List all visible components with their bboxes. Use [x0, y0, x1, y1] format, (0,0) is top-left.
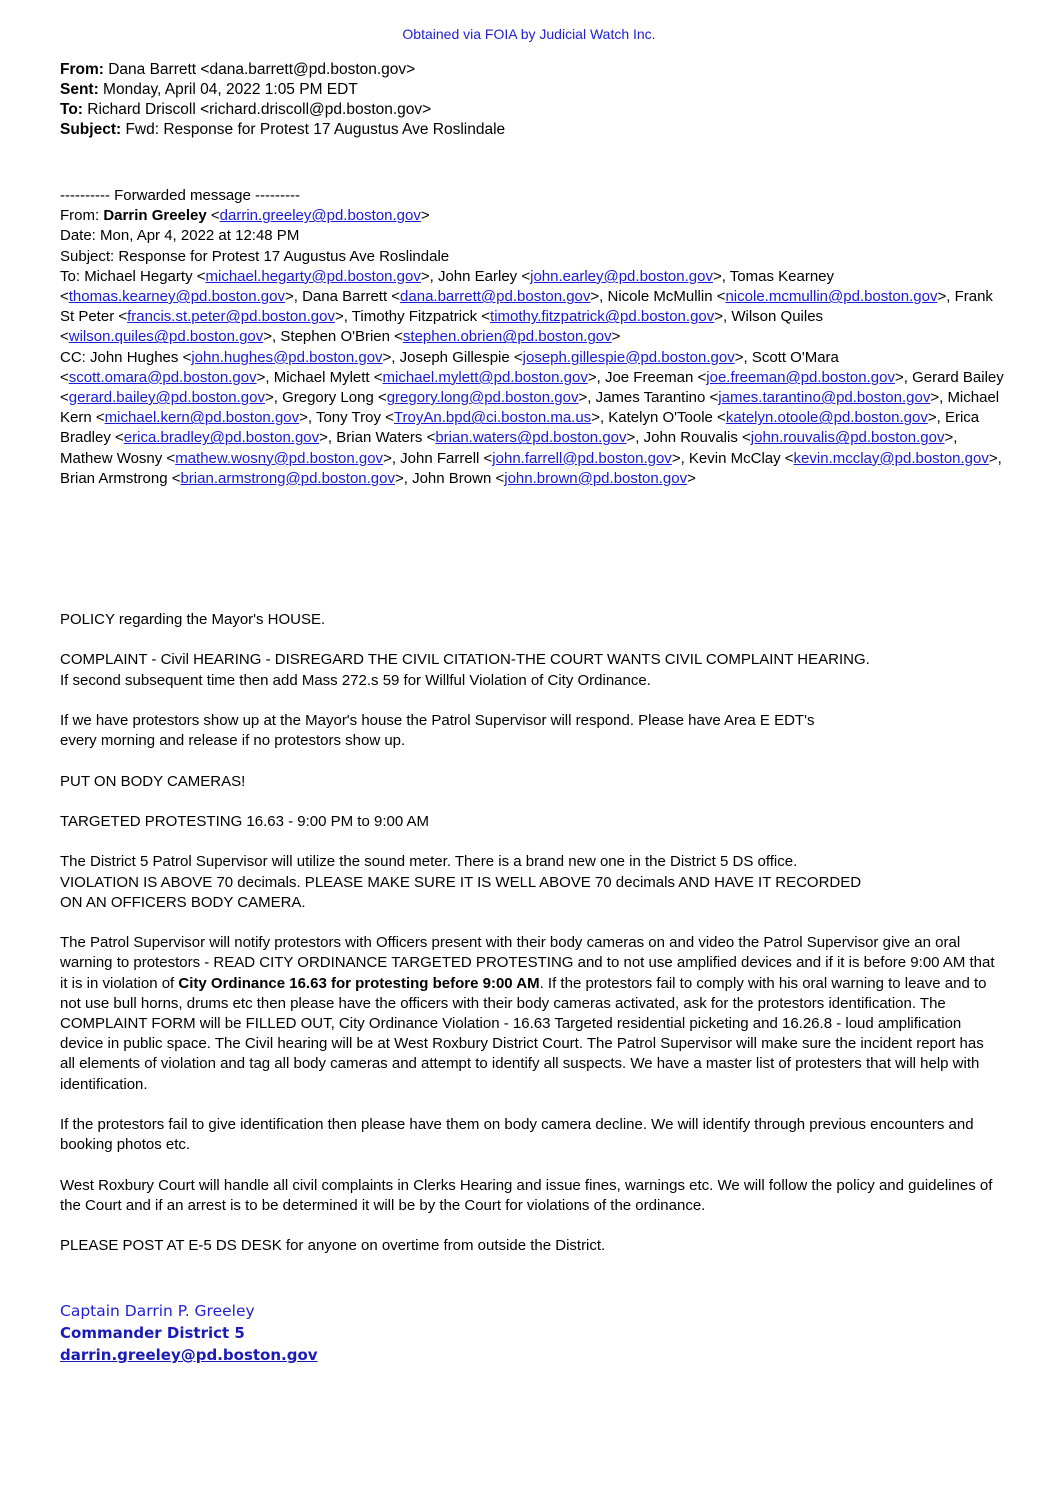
to-recipient-email-link[interactable]: francis.st.peter@pd.boston.gov — [127, 308, 335, 326]
cc-recipient-email-link[interactable]: brian.waters@pd.boston.gov — [435, 429, 627, 447]
cc-recipient-email-link[interactable]: james.tarantino@pd.boston.gov — [718, 389, 931, 407]
cc-recipient-email-link[interactable]: kevin.mcclay@pd.boston.gov — [793, 449, 989, 467]
signature-name: Captain Darrin P. Greeley — [60, 1302, 255, 1320]
to-recipient-email-link[interactable]: dana.barrett@pd.boston.gov — [400, 288, 591, 306]
header-sent: Sent: Monday, April 04, 2022 1:05 PM EDT — [60, 81, 358, 98]
header-to: To: Richard Driscoll <richard.driscoll@pd.boston.gov> — [60, 101, 432, 118]
cc-recipient-email-link[interactable]: john.brown@pd.boston.gov — [504, 469, 688, 487]
forward-date: Date: Mon, Apr 4, 2022 at 12:48 PM — [60, 227, 300, 245]
foia-banner: Obtained via FOIA by Judicial Watch Inc. — [402, 26, 656, 42]
forward-to-list: To: Michael Hegarty <michael.hegarty@pd.boston.gov>, John Earley <john.earley@pd.boston.gov>, Tomas Kearney <thomas.kearney@pd.boston.gov>, Dana Barrett <dana.barrett@pd.boston.gov>, Nicole McMullin <nicole.mcmullin@pd.boston.gov>, Frank St Peter <francis.st.peter@pd.boston.gov>, Timothy Fitzpatrick <timothy.fitzpatrick@pd.boston.gov>, Wilson Quiles <wilson.quiles@pd.boston.gov>, Stephen O'Brien <stephen.obrien@pd.boston.gov> — [60, 267, 993, 346]
cc-recipient-email-link[interactable]: gregory.long@pd.boston.gov — [386, 389, 579, 407]
cc-recipient-email-link[interactable]: joe.freeman@pd.boston.gov — [706, 368, 895, 386]
header-from: From: Dana Barrett <dana.barrett@pd.boston.gov> — [60, 61, 416, 78]
sound-meter-paragraph: The District 5 Patrol Supervisor will utilize the sound meter. There is a brand new one in the District 5 DS office. VIOLATION IS ABOVE 70 decimals. PLEASE MAKE SURE IT IS WELL ABOVE 70 decimals AND HAVE IT RECORDED ON AN OFFICERS BODY CAMERA. — [60, 853, 862, 911]
to-recipient-email-link[interactable]: stephen.obrien@pd.boston.gov — [402, 328, 612, 346]
cc-recipient-email-link[interactable]: mathew.wosny@pd.boston.gov — [175, 449, 384, 467]
signature-title: Commander District 5 — [60, 1324, 245, 1342]
message-body — [60, 610, 1000, 1277]
targeted-protesting-line: TARGETED PROTESTING 16.63 - 9:00 PM to 9:00 AM — [60, 812, 430, 830]
cc-recipient-email-link[interactable]: TroyAn.bpd@ci.boston.ma.us — [393, 409, 592, 427]
forward-subject: Subject: Response for Protest 17 Augustus Ave Roslindale — [60, 247, 450, 265]
cc-recipient-email-link[interactable]: michael.mylett@pd.boston.gov — [382, 368, 588, 386]
forward-from: From: Darrin Greeley <darrin.greeley@pd.boston.gov> — [60, 207, 430, 225]
to-recipient-email-link[interactable]: timothy.fitzpatrick@pd.boston.gov — [490, 308, 715, 326]
cc-recipient-email-link[interactable]: brian.armstrong@pd.boston.gov — [180, 469, 395, 487]
to-recipient-email-link[interactable]: michael.hegarty@pd.boston.gov — [205, 267, 421, 285]
protestors-paragraph: If we have protestors show up at the Mayor's house the Patrol Supervisor will respond. Please have Area E EDT's every morning and release if no protestors show up. — [60, 711, 815, 750]
forwarded-message — [60, 186, 1010, 489]
forward-cc-list: CC: John Hughes <john.hughes@pd.boston.gov>, Joseph Gillespie <joseph.gillespie@pd.boston.gov>, Scott O'Mara <scott.omara@pd.boston.gov>, Michael Mylett <michael.mylett@pd.boston.gov>, Joe Freeman <joe.freeman@pd.boston.gov>, Gerard Bailey <gerard.bailey@pd.boston.gov>, Gregory Long <gregory.long@pd.boston.gov>, James Tarantino <james.tarantino@pd.boston.gov>, Michael Kern <michael.kern@pd.boston.gov>, Tony Troy <TroyAn.bpd@ci.boston.ma.us>, Katelyn O'Toole <katelyn.otoole@pd.boston.gov>, Erica Bradley <erica.bradley@pd.boston.gov>, Brian Waters <brian.waters@pd.boston.gov>, John Rouvalis <john.rouvalis@pd.boston.gov>, Mathew Wosny <mathew.wosny@pd.boston.gov>, John Farrell <john.farrell@pd.boston.gov>, Kevin McClay <kevin.mcclay@pd.boston.gov>, Brian Armstrong <brian.armstrong@pd.boston.gov>, John Brown <john.brown@pd.boston.gov> — [60, 348, 1004, 487]
cc-recipient-email-link[interactable]: gerard.bailey@pd.boston.gov — [68, 389, 265, 407]
signature-block — [60, 1300, 318, 1366]
cc-recipient-email-link[interactable]: scott.omara@pd.boston.gov — [68, 368, 257, 386]
identification-paragraph: If the protestors fail to give identification then please have them on body camera decline. We will identify through previous encounters and booking photos etc. — [60, 1115, 974, 1154]
forward-divider: ---------- Forwarded message --------- — [60, 187, 300, 204]
cc-recipient-email-link[interactable]: katelyn.otoole@pd.boston.gov — [725, 409, 928, 427]
to-recipient-email-link[interactable]: wilson.quiles@pd.boston.gov — [68, 328, 264, 346]
email-header — [60, 60, 505, 140]
cc-recipient-email-link[interactable]: erica.bradley@pd.boston.gov — [123, 429, 320, 447]
header-subject: Subject: Fwd: Response for Protest 17 Augustus Ave Roslindale — [60, 121, 506, 138]
cc-recipient-email-link[interactable]: john.farrell@pd.boston.gov — [492, 449, 672, 467]
cc-recipient-email-link[interactable]: michael.kern@pd.boston.gov — [104, 409, 300, 427]
sender-email-link[interactable]: darrin.greeley@pd.boston.gov — [219, 207, 421, 225]
policy-heading: POLICY regarding the Mayor's HOUSE. — [60, 611, 326, 628]
court-paragraph: West Roxbury Court will handle all civil complaints in Clerks Hearing and issue fines, warnings etc. We will follow the policy and guidelines of the Court and if an arrest is to be determined it will be by the Court for violations of the ordinance. — [60, 1176, 993, 1214]
post-notice: PLEASE POST AT E-5 DS DESK for anyone on overtime from outside the District. — [60, 1237, 606, 1255]
notification-paragraph: The Patrol Supervisor will notify protestors with Officers present with their body cameras on and video the Patrol Supervisor give an oral warning to protestors - READ CITY ORDINANCE TARGETED PROTESTING and to not use amplified devices and if it is before 9:00 AM that it is in violation of City Ordinance 16.63 for protesting before 9:00 AM. If the protestors fail to comply with his oral warning to leave and to not use bull horns, drums etc then please have the officers with their body cameras activated, ask for the protestors identification. The COMPLAINT FORM will be FILLED OUT, City Ordinance Violation - 16.63 Targeted residential picketing and 16.26.8 - loud amplification device in public space. The Civil hearing will be at West Roxbury District Court. The Patrol Supervisor will make sure the incident report has all elements of violation and tag all body cameras and attempt to identify all suspects. We have a master list of protesters that will help with identification. — [60, 934, 995, 1093]
signature-email-link[interactable]: darrin.greeley@pd.boston.gov — [60, 1346, 318, 1364]
body-cameras-line: PUT ON BODY CAMERAS! — [60, 772, 246, 790]
to-recipient-email-link[interactable]: john.earley@pd.boston.gov — [530, 267, 713, 285]
cc-recipient-email-link[interactable]: john.hughes@pd.boston.gov — [191, 348, 383, 366]
cc-recipient-email-link[interactable]: john.rouvalis@pd.boston.gov — [750, 429, 945, 447]
cc-recipient-email-link[interactable]: joseph.gillespie@pd.boston.gov — [522, 348, 735, 366]
to-recipient-email-link[interactable]: thomas.kearney@pd.boston.gov — [68, 288, 285, 306]
to-recipient-email-link[interactable]: nicole.mcmullin@pd.boston.gov — [725, 288, 938, 306]
complaint-paragraph: COMPLAINT - Civil HEARING - DISREGARD THE CIVIL CITATION-THE COURT WANTS CIVIL COMPLAINT HEARING. If second subsequent time then add Mass 272.s 59 for Willful Violation of City Ordinance. — [60, 651, 870, 689]
